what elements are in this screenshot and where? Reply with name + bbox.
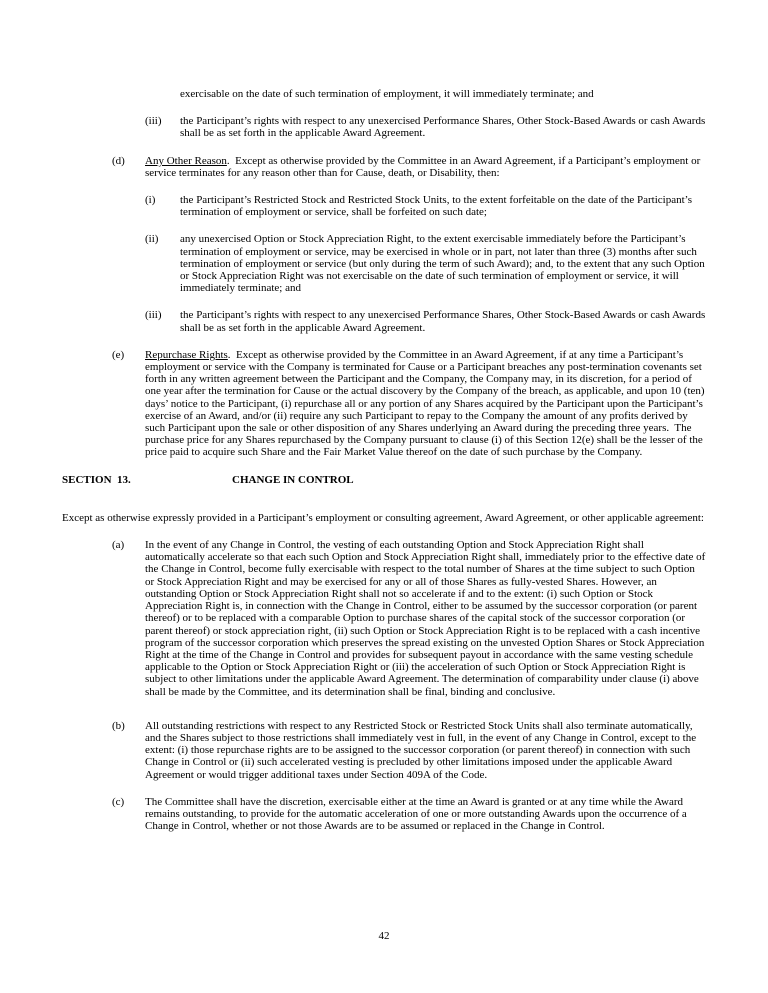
section-title: CHANGE IN CONTROL (232, 473, 354, 486)
clause-label: (i) (145, 194, 156, 207)
page-number: 42 (378, 930, 390, 942)
clause-label: (ii) (145, 233, 159, 246)
section-intro-paragraph (62, 512, 706, 524)
clause-iii-second (62, 309, 706, 333)
clause-lead-underlined: Repurchase Rights (145, 348, 228, 361)
clause-ii (62, 233, 706, 294)
clause-iii-first (62, 115, 706, 139)
clause-text: any unexercised Option or Stock Appreciation Right, to the extent exercisable immediately before the Participant’s termination of employment or service, may be exercised in whole or in part, not later than three (3) months after such termination of employment or service (but only during the term of such Award); and, to the extent that any such Option or Stock Appreciation Right was not exercisable on the date of such termination of employment or service, it will immediately terminate; and (180, 233, 708, 295)
clause-label: (d) (112, 154, 125, 167)
clause-a (62, 539, 709, 698)
clause-text: The Committee shall have the discretion, exercisable either at the time an Award is granted or at any time while the Award remains outstanding, to provide for the automatic acceleration of one or more outstanding Awards upon the occurrence of a Change in Control, whether or not those Awards are to be assumed or replaced in the Change in Control. (145, 795, 690, 833)
clause-label: (iii) (145, 115, 162, 128)
clause-i (62, 194, 706, 218)
clause-label: (iii) (145, 309, 162, 322)
clause-text (145, 349, 706, 459)
clause-body-text: . Except as otherwise provided by the Committee in an Award Agreement, if a Participant’s employment or service terminates for any reason other than for Cause, death, or Disability, then: (145, 154, 704, 179)
clause-b (62, 720, 706, 781)
clause-c (62, 796, 706, 833)
clause-text: the Participant’s rights with respect to any unexercised Performance Shares, Other Stock-Based Awards or cash Awards shall be as set forth in the applicable Award Agreement. (180, 309, 708, 334)
clause-text: In the event of any Change in Control, the vesting of each outstanding Option and Stock Appreciation Right shall automatically accelerate so that each such Option and Stock Appreciation Right shall, immediately prior to the effective date of the Change in Control, become fully exercisable with respect to the total number of Shares at the time subject to such Option or Stock Appreciation Right and may be exercised for any or all of those Shares as fully-vested Shares. However, an outstanding Option or Stock Appreciation Right shall not so accelerate if and to the extent: (i) such Option or Stock Appreciation Right is, in connection with the Change in Control, either to be assumed by the successor corporation (or parent thereof) or to be replaced with a comparable Option to purchase shares of the capital stock of the successor corporation (or parent thereof) or stock appreciation right, (ii) such Option or Stock Appreciation Right is to be replaced with a cash incentive program of the successor corporation which preserves the spread existing on the unvested Option Shares or Stock Appreciation Right at the time of the Change in Control and provides for subsequent payout in accordance with the same vesting schedule applicable to the Option or Stock Appreciation Right or (iii) the acceleration of such Option or Stock Appreciation Right is subject to other limitations under the applicable Award Agreement. The determination of comparability under clause (i) above shall be made by the Committee, and its determination shall be final, binding and conclusive. (145, 539, 709, 698)
section-heading (62, 474, 706, 486)
clause-d (62, 155, 706, 179)
paragraph-continuation (62, 88, 706, 100)
paragraph-text: exercisable on the date of such termination of employment, it will immediately terminate; and (180, 88, 594, 100)
section-number: SECTION 13. (62, 473, 131, 486)
clause-text (145, 155, 706, 179)
clause-label: (a) (112, 539, 125, 552)
clause-text: the Participant’s Restricted Stock and Restricted Stock Units, to the extent forfeitable on the date of the Participant’s termination of employment or service, shall be forfeited on such date; (180, 194, 695, 219)
clause-text: All outstanding restrictions with respect to any Restricted Stock or Restricted Stock Units shall also terminate automatically, and the Shares subject to those restrictions shall immediately vest in full, in the event of any Change in Control, except to the extent: (i) those repurchase rights are to be assigned to the successor corporation (or parent thereof) in connection with such Change in Control or (ii) such accelerated vesting is precluded by other limitations imposed under the applicable Award Agreement or would trigger additional taxes under Section 409A of the Code. (145, 719, 699, 781)
document-body (62, 88, 709, 847)
clause-label: (b) (112, 719, 125, 732)
clause-label: (e) (112, 348, 125, 361)
clause-lead-underlined: Any Other Reason (145, 154, 227, 167)
paragraph-text: Except as otherwise expressly provided in a Participant’s employment or consulting agreement, Award Agreement, or other applicable agreement: (62, 511, 704, 524)
clause-text: the Participant’s rights with respect to any unexercised Performance Shares, Other Stock-Based Awards or cash Awards shall be as set forth in the applicable Award Agreement. (180, 115, 708, 140)
clause-body-text: . Except as otherwise provided by the Committee in an Award Agreement, if at any time a Participant’s employment or service with the Company is terminated for Cause or a Participant breaches any post-termination covenants set forth in any written agreement between the Participant and the Company, the Company may, in its discretion, for a period of one year after the termination for Cause or the actual discovery by the Company of the breach, as applicable, and upon 10 (ten) days’ notice to the Participant, (i) repurchase all or any portion of any Shares acquired by the Participant upon the Participant’s exercise of an Award, and/or (ii) require any such Participant to repay to the Company the amount of any profits derived by such Participant upon the sale or other disposition of any Shares underlying an Award during the preceding three years. The purchase price for any Shares repurchased by the Company pursuant to clause (i) of this Section 12(e) shall be the lesser of the price paid to acquire such Share and the Fair Market Value thereof on the date of such purchase by the Company. (145, 348, 708, 459)
clause-label: (c) (112, 795, 125, 808)
clause-e (62, 349, 706, 459)
